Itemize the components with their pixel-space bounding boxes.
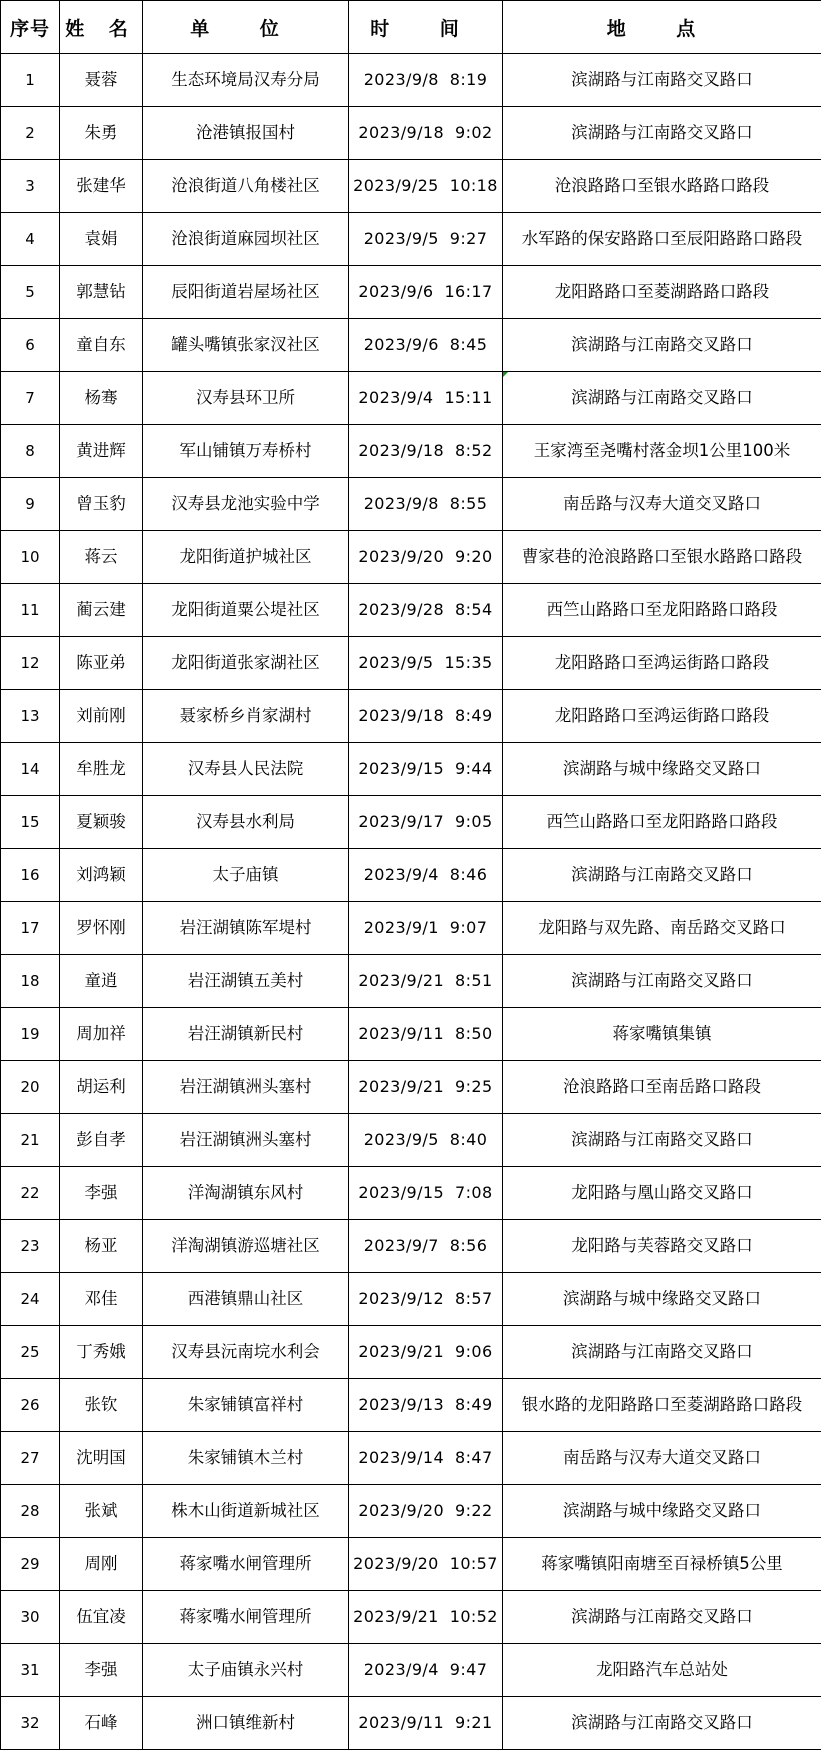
row-name: 杨亚 [60, 1220, 143, 1273]
row-unit: 朱家铺镇富祥村 [143, 1379, 349, 1432]
row-place: 龙阳路与凰山路交叉路口 [503, 1167, 821, 1220]
row-time: 2023/9/15 7:08 [349, 1167, 503, 1220]
table-row [1, 1114, 821, 1167]
row-name: 李强 [60, 1644, 143, 1697]
row-seq: 7 [1, 372, 60, 425]
row-time: 2023/9/4 15:11 [349, 372, 503, 425]
row-seq: 25 [1, 1326, 60, 1379]
row-name: 彭自孝 [60, 1114, 143, 1167]
row-name: 夏颖骏 [60, 796, 143, 849]
row-seq: 31 [1, 1644, 60, 1697]
table-row [1, 266, 821, 319]
row-unit: 汉寿县人民法院 [143, 743, 349, 796]
row-time: 2023/9/18 8:49 [349, 690, 503, 743]
row-place: 滨湖路与江南路交叉路口 [503, 319, 821, 372]
row-name: 聂蓉 [60, 54, 143, 107]
row-place: 龙阳路路口至菱湖路路口路段 [503, 266, 821, 319]
row-time: 2023/9/21 9:25 [349, 1061, 503, 1114]
row-name: 袁娟 [60, 213, 143, 266]
row-time: 2023/9/25 10:18 [349, 160, 503, 213]
row-name: 刘前刚 [60, 690, 143, 743]
row-place: 龙阳路路口至鸿运街路口路段 [503, 690, 821, 743]
row-seq: 23 [1, 1220, 60, 1273]
row-place: 西竺山路路口至龙阳路路口路段 [503, 796, 821, 849]
row-name: 童自东 [60, 319, 143, 372]
table-row [1, 372, 821, 425]
row-seq: 26 [1, 1379, 60, 1432]
row-seq: 24 [1, 1273, 60, 1326]
row-time: 2023/9/11 9:21 [349, 1697, 503, 1750]
row-seq: 9 [1, 478, 60, 531]
row-seq: 16 [1, 849, 60, 902]
header-unit: 单 位 [143, 1, 349, 54]
row-time: 2023/9/17 9:05 [349, 796, 503, 849]
table-row [1, 1644, 821, 1697]
row-place: 龙阳路汽车总站处 [503, 1644, 821, 1697]
row-time: 2023/9/1 9:07 [349, 902, 503, 955]
row-time: 2023/9/5 15:35 [349, 637, 503, 690]
row-name: 李强 [60, 1167, 143, 1220]
row-name: 陈亚弟 [60, 637, 143, 690]
row-time: 2023/9/4 9:47 [349, 1644, 503, 1697]
table-row [1, 478, 821, 531]
row-seq: 8 [1, 425, 60, 478]
row-name: 周刚 [60, 1538, 143, 1591]
row-unit: 岩汪湖镇五美村 [143, 955, 349, 1008]
row-time: 2023/9/5 8:40 [349, 1114, 503, 1167]
row-time: 2023/9/28 8:54 [349, 584, 503, 637]
row-name: 石峰 [60, 1697, 143, 1750]
row-time: 2023/9/18 9:02 [349, 107, 503, 160]
row-seq: 12 [1, 637, 60, 690]
row-seq: 5 [1, 266, 60, 319]
row-place: 银水路的龙阳路路口至菱湖路路口路段 [503, 1379, 821, 1432]
row-name: 蔺云建 [60, 584, 143, 637]
table-row [1, 319, 821, 372]
row-name: 张斌 [60, 1485, 143, 1538]
row-place: 滨湖路与城中缘路交叉路口 [503, 1485, 821, 1538]
row-place: 滨湖路与江南路交叉路口 [503, 107, 821, 160]
table-row [1, 1697, 821, 1750]
row-place: 滨湖路与江南路交叉路口 [503, 1697, 821, 1750]
row-name: 杨骞 [60, 372, 143, 425]
row-name: 童逍 [60, 955, 143, 1008]
table-row [1, 796, 821, 849]
table-row [1, 849, 821, 902]
table-row [1, 1432, 821, 1485]
row-unit: 汉寿县龙池实验中学 [143, 478, 349, 531]
row-place: 西竺山路路口至龙阳路路口路段 [503, 584, 821, 637]
row-name: 罗怀刚 [60, 902, 143, 955]
row-time: 2023/9/8 8:19 [349, 54, 503, 107]
row-unit: 太子庙镇 [143, 849, 349, 902]
row-seq: 22 [1, 1167, 60, 1220]
row-place: 龙阳路与芙蓉路交叉路口 [503, 1220, 821, 1273]
row-name: 伍宜凌 [60, 1591, 143, 1644]
header-place: 地 点 [503, 1, 821, 54]
row-place: 王家湾至尧嘴村落金坝1公里100米 [503, 425, 821, 478]
row-unit: 洋淘湖镇游巡塘社区 [143, 1220, 349, 1273]
header-seq: 序号 [1, 1, 60, 54]
row-place: 滨湖路与城中缘路交叉路口 [503, 1273, 821, 1326]
row-seq: 10 [1, 531, 60, 584]
row-place: 滨湖路与城中缘路交叉路口 [503, 743, 821, 796]
table-row [1, 584, 821, 637]
table-body [1, 54, 821, 1750]
row-name: 牟胜龙 [60, 743, 143, 796]
row-time: 2023/9/21 8:51 [349, 955, 503, 1008]
row-seq: 14 [1, 743, 60, 796]
row-name: 朱勇 [60, 107, 143, 160]
row-time: 2023/9/20 9:22 [349, 1485, 503, 1538]
header-name: 姓 名 [60, 1, 143, 54]
table-row [1, 107, 821, 160]
row-unit: 汉寿县水利局 [143, 796, 349, 849]
row-place: 南岳路与汉寿大道交叉路口 [503, 1432, 821, 1485]
row-seq: 32 [1, 1697, 60, 1750]
row-seq: 30 [1, 1591, 60, 1644]
row-seq: 3 [1, 160, 60, 213]
row-seq: 4 [1, 213, 60, 266]
row-place: 滨湖路与江南路交叉路口 [503, 372, 821, 425]
row-seq: 6 [1, 319, 60, 372]
row-unit: 罐头嘴镇张家汊社区 [143, 319, 349, 372]
table-row [1, 425, 821, 478]
table-row [1, 54, 821, 107]
row-unit: 朱家铺镇木兰村 [143, 1432, 349, 1485]
row-time: 2023/9/18 8:52 [349, 425, 503, 478]
row-seq: 21 [1, 1114, 60, 1167]
row-name: 沈明国 [60, 1432, 143, 1485]
table-row [1, 1061, 821, 1114]
row-place: 龙阳路路口至鸿运街路口路段 [503, 637, 821, 690]
row-place: 沧浪路路口至银水路路口路段 [503, 160, 821, 213]
header-row [1, 1, 821, 54]
row-seq: 18 [1, 955, 60, 1008]
row-unit: 岩汪湖镇新民村 [143, 1008, 349, 1061]
row-place: 水军路的保安路路口至辰阳路路口路段 [503, 213, 821, 266]
row-unit: 沧港镇报国村 [143, 107, 349, 160]
row-time: 2023/9/15 9:44 [349, 743, 503, 796]
row-unit: 洲口镇维新村 [143, 1697, 349, 1750]
row-time: 2023/9/6 8:45 [349, 319, 503, 372]
row-place: 蒋家嘴镇集镇 [503, 1008, 821, 1061]
row-seq: 29 [1, 1538, 60, 1591]
row-unit: 汉寿县环卫所 [143, 372, 349, 425]
row-name: 邓佳 [60, 1273, 143, 1326]
row-name: 张建华 [60, 160, 143, 213]
row-time: 2023/9/6 16:17 [349, 266, 503, 319]
row-time: 2023/9/13 8:49 [349, 1379, 503, 1432]
row-place: 龙阳路与双先路、南岳路交叉路口 [503, 902, 821, 955]
row-seq: 19 [1, 1008, 60, 1061]
row-place: 蒋家嘴镇阳南塘至百禄桥镇5公里 [503, 1538, 821, 1591]
row-seq: 27 [1, 1432, 60, 1485]
row-seq: 28 [1, 1485, 60, 1538]
row-unit: 龙阳街道护城社区 [143, 531, 349, 584]
row-name: 蒋云 [60, 531, 143, 584]
row-name: 曾玉豹 [60, 478, 143, 531]
row-name: 周加祥 [60, 1008, 143, 1061]
row-seq: 20 [1, 1061, 60, 1114]
table-row [1, 1379, 821, 1432]
table-row [1, 1008, 821, 1061]
row-time: 2023/9/8 8:55 [349, 478, 503, 531]
row-place: 滨湖路与江南路交叉路口 [503, 1326, 821, 1379]
row-place: 滨湖路与江南路交叉路口 [503, 1591, 821, 1644]
table-row [1, 531, 821, 584]
table-row [1, 1485, 821, 1538]
table-row [1, 637, 821, 690]
row-name: 郭慧钻 [60, 266, 143, 319]
row-time: 2023/9/5 9:27 [349, 213, 503, 266]
row-unit: 岩汪湖镇陈军堤村 [143, 902, 349, 955]
row-unit: 蒋家嘴水闸管理所 [143, 1538, 349, 1591]
row-name: 刘鸿颖 [60, 849, 143, 902]
row-unit: 株木山街道新城社区 [143, 1485, 349, 1538]
table-row [1, 690, 821, 743]
cell-comment-marker [503, 372, 508, 377]
row-unit: 洋淘湖镇东风村 [143, 1167, 349, 1220]
row-unit: 龙阳街道粟公堤社区 [143, 584, 349, 637]
row-unit: 岩汪湖镇洲头塞村 [143, 1114, 349, 1167]
row-seq: 17 [1, 902, 60, 955]
row-time: 2023/9/21 10:52 [349, 1591, 503, 1644]
table-row [1, 902, 821, 955]
row-place: 南岳路与汉寿大道交叉路口 [503, 478, 821, 531]
row-seq: 2 [1, 107, 60, 160]
table-row [1, 1167, 821, 1220]
row-name: 胡运利 [60, 1061, 143, 1114]
table-row [1, 1326, 821, 1379]
row-place: 沧浪路路口至南岳路口路段 [503, 1061, 821, 1114]
row-time: 2023/9/12 8:57 [349, 1273, 503, 1326]
row-unit: 辰阳街道岩屋场社区 [143, 266, 349, 319]
row-name: 张钦 [60, 1379, 143, 1432]
row-unit: 生态环境局汉寿分局 [143, 54, 349, 107]
row-time: 2023/9/11 8:50 [349, 1008, 503, 1061]
row-place: 曹家巷的沧浪路路口至银水路路口路段 [503, 531, 821, 584]
row-place: 滨湖路与江南路交叉路口 [503, 955, 821, 1008]
row-unit: 沧浪街道八角楼社区 [143, 160, 349, 213]
row-unit: 聂家桥乡肖家湖村 [143, 690, 349, 743]
row-time: 2023/9/14 8:47 [349, 1432, 503, 1485]
row-unit: 岩汪湖镇洲头塞村 [143, 1061, 349, 1114]
row-place: 滨湖路与江南路交叉路口 [503, 54, 821, 107]
row-seq: 15 [1, 796, 60, 849]
row-time: 2023/9/21 9:06 [349, 1326, 503, 1379]
row-time: 2023/9/7 8:56 [349, 1220, 503, 1273]
table-row [1, 213, 821, 266]
row-unit: 军山铺镇万寿桥村 [143, 425, 349, 478]
table-row [1, 955, 821, 1008]
row-unit: 太子庙镇永兴村 [143, 1644, 349, 1697]
row-time: 2023/9/20 10:57 [349, 1538, 503, 1591]
table-header [1, 1, 821, 54]
row-name: 黄进辉 [60, 425, 143, 478]
row-unit: 汉寿县沅南垸水利会 [143, 1326, 349, 1379]
row-unit: 蒋家嘴水闸管理所 [143, 1591, 349, 1644]
row-place: 滨湖路与江南路交叉路口 [503, 849, 821, 902]
row-place: 滨湖路与江南路交叉路口 [503, 1114, 821, 1167]
row-seq: 1 [1, 54, 60, 107]
table-row [1, 1591, 821, 1644]
table-row [1, 1220, 821, 1273]
table-row [1, 743, 821, 796]
table-row [1, 160, 821, 213]
row-seq: 13 [1, 690, 60, 743]
row-unit: 沧浪街道麻园坝社区 [143, 213, 349, 266]
row-seq: 11 [1, 584, 60, 637]
table-row [1, 1538, 821, 1591]
header-time: 时 间 [349, 1, 503, 54]
row-time: 2023/9/20 9:20 [349, 531, 503, 584]
table-row [1, 1273, 821, 1326]
row-unit: 西港镇鼎山社区 [143, 1273, 349, 1326]
row-time: 2023/9/4 8:46 [349, 849, 503, 902]
row-unit: 龙阳街道张家湖社区 [143, 637, 349, 690]
row-name: 丁秀娥 [60, 1326, 143, 1379]
